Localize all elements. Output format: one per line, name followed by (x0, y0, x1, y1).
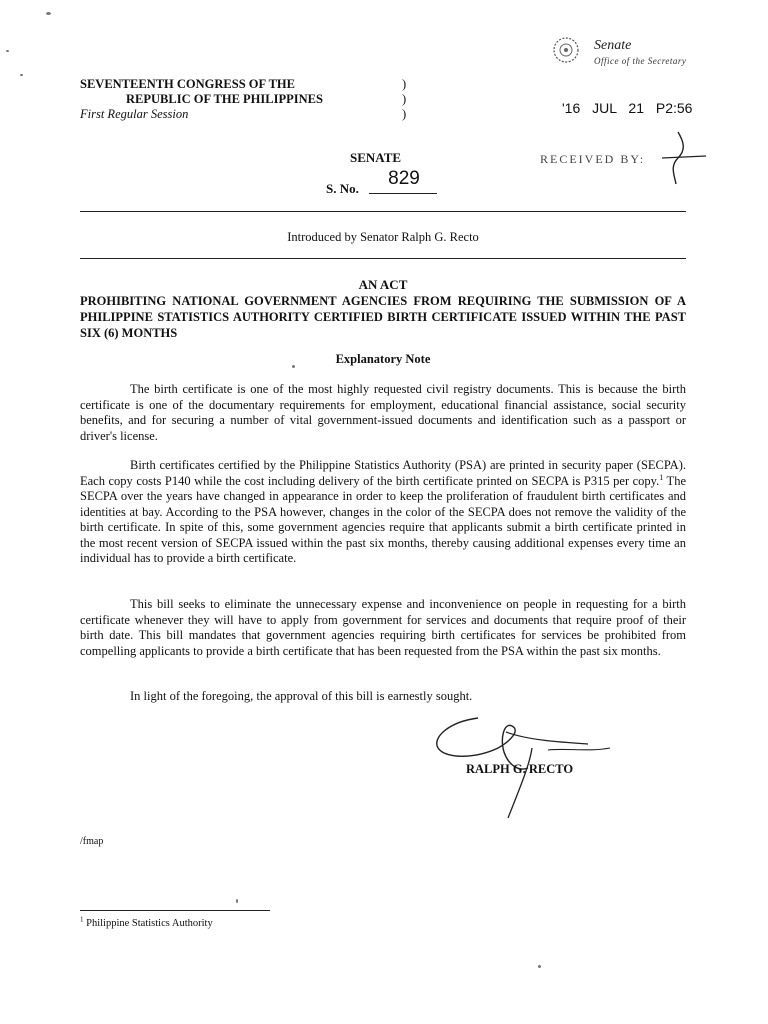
footnote-text: Philippine Statistics Authority (86, 918, 213, 929)
congress-line-1: SEVENTEENTH CONGRESS OF THE (80, 77, 295, 91)
footnote-ref: 1 (659, 472, 664, 482)
stamp-office-sub: Office of the Secretary (594, 56, 687, 66)
bill-number: 829 (388, 168, 420, 189)
signatory-name: RALPH G. RECTO (466, 762, 574, 776)
bill-number-label: S. No. (326, 181, 359, 196)
divider-top (80, 211, 686, 212)
introduced-by: Introduced by Senator Ralph G. Recto (287, 230, 479, 244)
stamp-office: Senate (594, 38, 632, 53)
paragraph-2: Birth certificates certified by the Philippine Statistics Authority (PSA) are printed in security paper (SECPA). Each copy costs P140 while the cost including delivery of the birth certificate printed on SECPA is P315 per copy.$^1$ The SECPA over the years have changed in appearance in order to keep the proliferation of fraudulent birth certificates and identities at bay. According to the PSA however, changes in the color of the SECPA does not remove the validity of the birth certificate. In spite of this, some government agencies require that applicants submit a birth certificate printed in the most recent version of SECPA issued within the past six months, thereby causing additional expenses every time an individual has to provide a birth certificate. (80, 458, 686, 565)
footnote (80, 915, 213, 929)
scan-speck (538, 965, 541, 968)
act-heading: AN ACT (358, 277, 408, 292)
paragraph-3: This bill seeks to eliminate the unnecessary expense and inconvenience on people in requesting for a birth certificate whenever they will have to apply from government for services and documents that require proof of their birth date. This bill mandates that government agencies requiring birth certificates for services be prohibited from compelling applicants to provide a birth certificate that has been requested from the PSA within the past six months. (80, 597, 686, 658)
chamber-label: SENATE (350, 150, 402, 165)
paragraph-4: In light of the foregoing, the approval of this bill is earnestly sought. (130, 689, 473, 703)
explanatory-note-heading: Explanatory Note (335, 352, 431, 366)
scan-speck (20, 74, 23, 76)
congress-line-2: REPUBLIC OF THE PHILIPPINES (126, 92, 323, 106)
scan-speck (292, 365, 295, 368)
congress-heading (80, 77, 323, 122)
session-label: First Regular Session (80, 107, 189, 121)
scan-speck (236, 899, 238, 903)
act-title-text: PROHIBITING NATIONAL GOVERNMENT AGENCIES FROM REQUIRING THE SUBMISSION OF A PHILIPPINE STATISTICS AUTHORITY CERTIFIED BIRTH CERTIFICATE ISSUED WITHIN THE PAST SIX (6) MONTHS (80, 294, 686, 340)
received-date-stamp: '16 JUL 21 P2:56 (562, 100, 693, 116)
scan-speck (6, 50, 9, 52)
divider-bottom (80, 258, 686, 259)
paragraph-1: The birth certificate is one of the most highly requested civil registry documents. This is because the birth certificate is one of the documentary requirements for employment, educational financial assistance, social security benefits, and for securing a number of vital government-issued documents and identification such as a passport or driver's license. (80, 382, 686, 443)
received-by-label: RECEIVED BY: (540, 152, 646, 166)
senate-seal-icon (544, 34, 724, 74)
header-brackets: ) ) ) (402, 77, 407, 121)
received-initial-mark (640, 128, 710, 188)
bill-number-underline (369, 193, 437, 194)
typist-initials: /fmap (80, 836, 104, 847)
footnote-divider (80, 910, 270, 911)
scan-speck (46, 12, 51, 15)
footnote-number: 1 (80, 915, 84, 924)
